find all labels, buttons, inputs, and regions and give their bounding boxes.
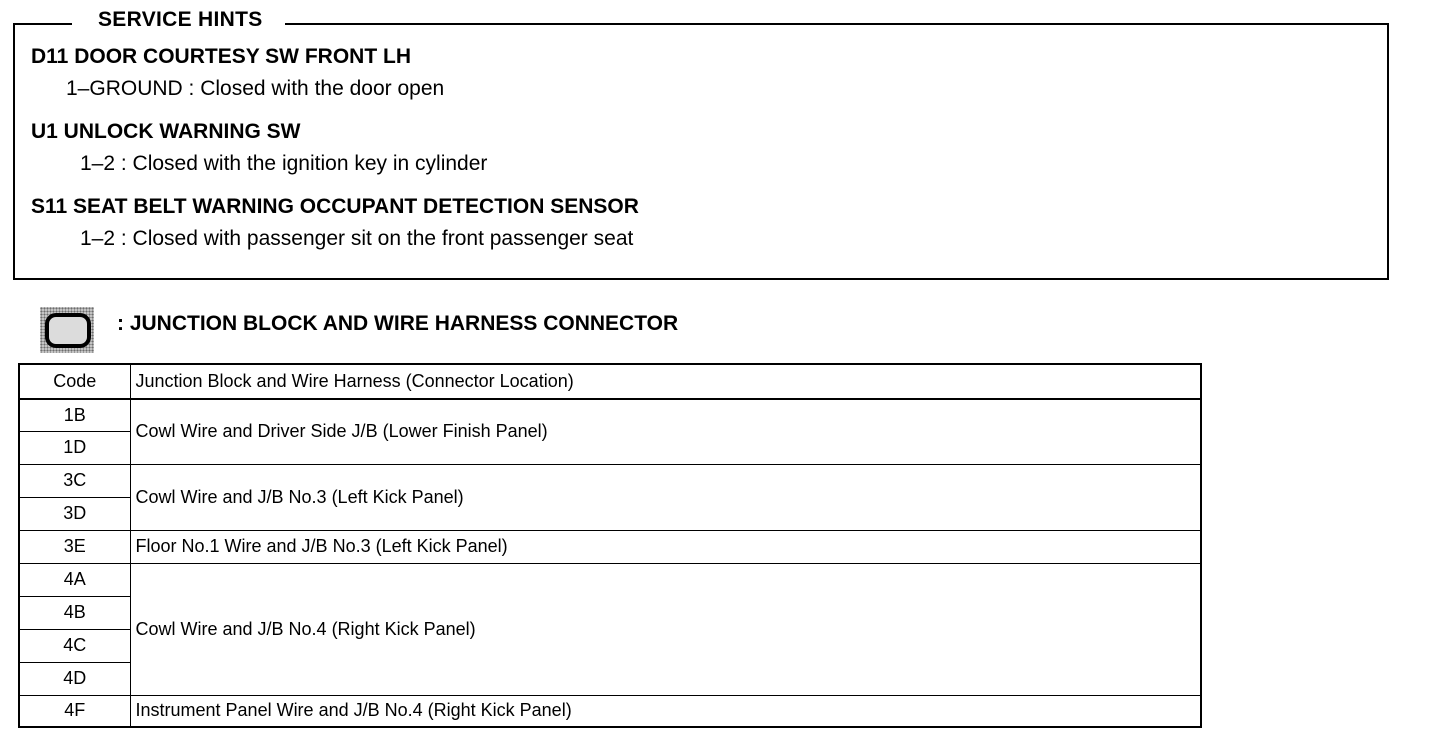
hint-heading-s11: S11 SEAT BELT WARNING OCCUPANT DETECTION SENSOR [31, 195, 639, 218]
hint-detail-d11: 1–GROUND : Closed with the door open [66, 77, 445, 100]
table-cell-location: Cowl Wire and J/B No.3 (Left Kick Panel) [130, 464, 1201, 530]
table-cell-code: 3C [19, 464, 130, 497]
table-cell-code: 4B [19, 596, 130, 629]
junction-block-table [18, 363, 1202, 728]
table-header-code: Code [19, 364, 130, 399]
hint-detail-u1: 1–2 : Closed with the ignition key in cylinder [80, 152, 488, 175]
connector-outline-icon [45, 313, 91, 348]
table-cell-code: 4C [19, 629, 130, 662]
hint-heading-d11: D11 DOOR COURTESY SW FRONT LH [31, 45, 411, 68]
table-header-row [19, 364, 1201, 399]
table-cell-code: 4D [19, 662, 130, 695]
table-row [19, 695, 1201, 727]
table-cell-code: 4A [19, 563, 130, 596]
service-hints-title: SERVICE HINTS [72, 8, 285, 32]
legend-label: : JUNCTION BLOCK AND WIRE HARNESS CONNECTOR [117, 312, 679, 335]
table-header-location: Junction Block and Wire Harness (Connector Location) [130, 364, 1201, 399]
hint-heading-u1: U1 UNLOCK WARNING SW [31, 120, 301, 143]
table-row [19, 464, 1201, 497]
table-cell-code: 1B [19, 399, 130, 431]
table-cell-code: 3E [19, 530, 130, 563]
table-cell-code: 4F [19, 695, 130, 727]
table-row [19, 530, 1201, 563]
table-row [19, 563, 1201, 596]
table-cell-location: Cowl Wire and Driver Side J/B (Lower Finish Panel) [130, 399, 1201, 464]
table-cell-location: Cowl Wire and J/B No.4 (Right Kick Panel) [130, 563, 1201, 695]
hint-detail-s11: 1–2 : Closed with passenger sit on the front passenger seat [80, 227, 634, 250]
table-cell-code: 1D [19, 431, 130, 464]
table-cell-location: Floor No.1 Wire and J/B No.3 (Left Kick Panel) [130, 530, 1201, 563]
table-cell-code: 3D [19, 497, 130, 530]
junction-connector-symbol-icon [40, 307, 94, 353]
table-cell-location: Instrument Panel Wire and J/B No.4 (Right Kick Panel) [130, 695, 1201, 727]
table-row [19, 399, 1201, 431]
